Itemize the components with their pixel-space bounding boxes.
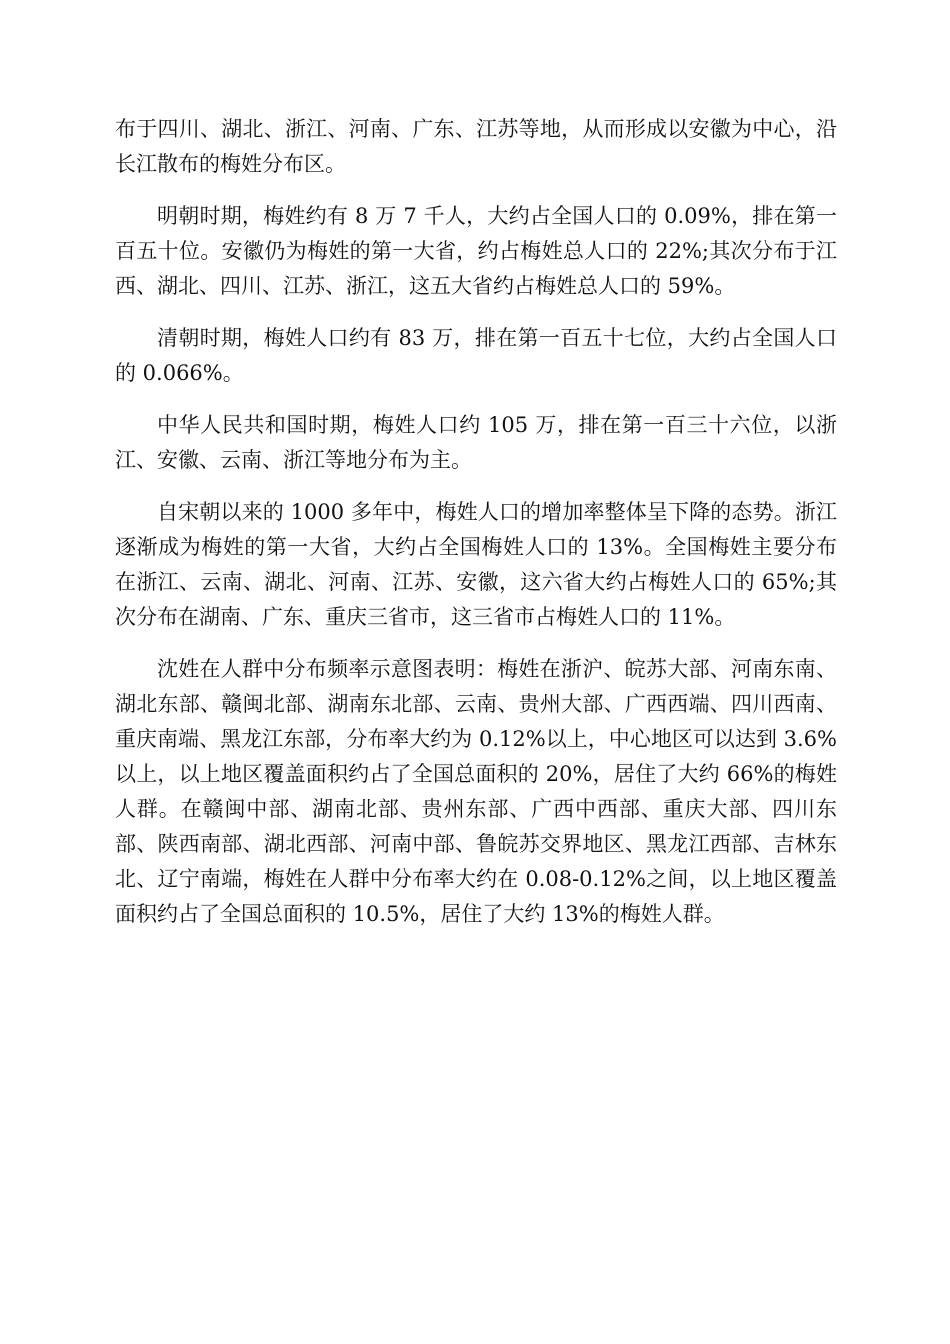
paragraph-distribution-continued: 布于四川、湖北、浙江、河南、广东、江苏等地，从而形成以安徽为中心，沿长江散布的梅姓分布区。 xyxy=(115,117,837,176)
paragraph-ming-dynasty: 明朝时期，梅姓约有 8 万 7 千人，大约占全国人口的 0.09%，排在第一百五十位。安徽仍为梅姓的第一大省，约占梅姓总人口的 22%;其次分布于江西、湖北、四川、江苏、浙江，这五大省约占梅姓总人口的 59%。 xyxy=(115,204,837,298)
document-body xyxy=(115,112,837,949)
paragraph-prc-period: 中华人民共和国时期，梅姓人口约 105 万，排在第一百三十六位，以浙江、安徽、云南、浙江等地分布为主。 xyxy=(115,413,837,472)
paragraph-qing-dynasty: 清朝时期，梅姓人口约有 83 万，排在第一百五十七位，大约占全国人口的 0.066%。 xyxy=(115,326,837,385)
paragraph-frequency-map: 沈姓在人群中分布频率示意图表明：梅姓在浙沪、皖苏大部、河南东南、湖北东部、赣闽北部、湖南东北部、云南、贵州大部、广西西端、四川西南、重庆南端、黑龙江东部，分布率大约为 0.12%以上，中心地区可以达到 3.6%以上，以上地区覆盖面积约占了全国总面积的 20%，居住了大约 66%的梅姓人群。在赣闽中部、湖南北部、贵州东部、广西中西部、重庆大部、四川东部、陕西南部、湖北西部、河南中部、鲁皖苏交界地区、黑龙江西部、吉林东北、辽宁南端，梅姓在人群中分布率大约在 0.08-0.12%之间，以上地区覆盖面积约占了全国总面积的 10.5%，居住了大约 13%的梅姓人群。 xyxy=(115,657,837,926)
paragraph-since-song-dynasty: 自宋朝以来的 1000 多年中，梅姓人口的增加率整体呈下降的态势。浙江逐渐成为梅姓的第一大省，大约占全国梅姓人口的 13%。全国梅姓主要分布在浙江、云南、湖北、河南、江苏、安徽，这六省大约占梅姓人口的 65%;其次分布在湖南、广东、重庆三省市，这三省市占梅姓人口的 11%。 xyxy=(115,500,837,629)
